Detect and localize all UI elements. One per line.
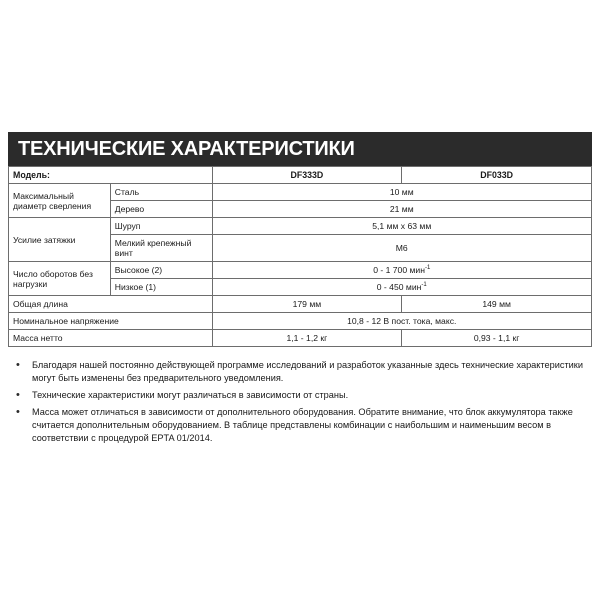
row-sub-low-speed: Низкое (1)	[110, 279, 212, 296]
row-value-low-speed-sup: -1	[421, 282, 427, 289]
spec-sheet	[8, 132, 592, 449]
header-col-df333d: DF333D	[212, 167, 402, 184]
row-sub-machine-screw: Мелкий крепежный винт	[110, 235, 212, 262]
section-title-bar	[8, 132, 592, 166]
row-label-tightening-torque: Усилие затяжки	[9, 218, 111, 262]
row-value-machine-screw: M6	[212, 235, 592, 262]
row-value-steel: 10 мм	[212, 184, 592, 201]
row-value-overall-length-df333d: 179 мм	[212, 296, 402, 313]
row-value-low-speed	[212, 279, 592, 296]
note-text: Технические характеристики могут различаться в зависимости от страны.	[32, 390, 349, 400]
bullet-icon: •	[16, 359, 20, 371]
row-sub-wood: Дерево	[110, 201, 212, 218]
row-label-rated-voltage: Номинальное напряжение	[9, 313, 213, 330]
page-title: ТЕХНИЧЕСКИЕ ХАРАКТЕРИСТИКИ	[18, 137, 355, 160]
row-label-net-weight: Масса нетто	[9, 330, 213, 347]
specifications-table	[8, 166, 592, 347]
table-row	[9, 218, 592, 235]
table-row	[9, 184, 592, 201]
note-text: Масса может отличаться в зависимости от дополнительного оборудования. Обратите внимание, что блок аккумулятора также считается дополнительным оборудованием. В таблице представлены комбинации с наибольшим и наименьшим весом в соответствии с процедурой EPTA 01/2014.	[32, 407, 573, 443]
row-sub-high-speed: Высокое (2)	[110, 262, 212, 279]
row-value-wood: 21 мм	[212, 201, 592, 218]
table-row	[9, 313, 592, 330]
row-label-no-load-speed: Число оборотов без нагрузки	[9, 262, 111, 296]
row-label-overall-length: Общая длина	[9, 296, 213, 313]
row-value-screw: 5,1 мм x 63 мм	[212, 218, 592, 235]
list-item	[12, 389, 592, 402]
row-sub-steel: Сталь	[110, 184, 212, 201]
note-text: Благодаря нашей постоянно действующей программе исследований и разработок указанные здесь технические характеристики могут быть изменены без предварительного уведомления.	[32, 360, 583, 383]
row-value-high-speed	[212, 262, 592, 279]
table-header-row	[9, 167, 592, 184]
bullet-icon: •	[16, 389, 20, 401]
header-col-df033d: DF033D	[402, 167, 592, 184]
row-value-net-weight-df333d: 1,1 - 1,2 кг	[212, 330, 402, 347]
row-value-high-speed-text: 0 - 1 700 мин	[373, 265, 425, 275]
row-value-high-speed-sup: -1	[424, 265, 431, 272]
notes-list	[8, 359, 592, 445]
row-value-net-weight-df033d: 0,93 - 1,1 кг	[402, 330, 592, 347]
header-model-label: Модель:	[9, 167, 213, 184]
table-row	[9, 330, 592, 347]
table-row	[9, 262, 592, 279]
list-item	[12, 359, 592, 385]
row-sub-screw: Шуруп	[110, 218, 212, 235]
row-label-max-drill-diameter: Максимальный диаметр сверления	[9, 184, 111, 218]
table-body	[9, 167, 592, 347]
row-value-overall-length-df033d: 149 мм	[402, 296, 592, 313]
row-value-rated-voltage: 10,8 - 12 В пост. тока, макс.	[212, 313, 592, 330]
list-item	[12, 406, 592, 445]
row-value-low-speed-text: 0 - 450 мин	[376, 282, 422, 292]
table-row	[9, 296, 592, 313]
bullet-icon: •	[16, 406, 20, 418]
